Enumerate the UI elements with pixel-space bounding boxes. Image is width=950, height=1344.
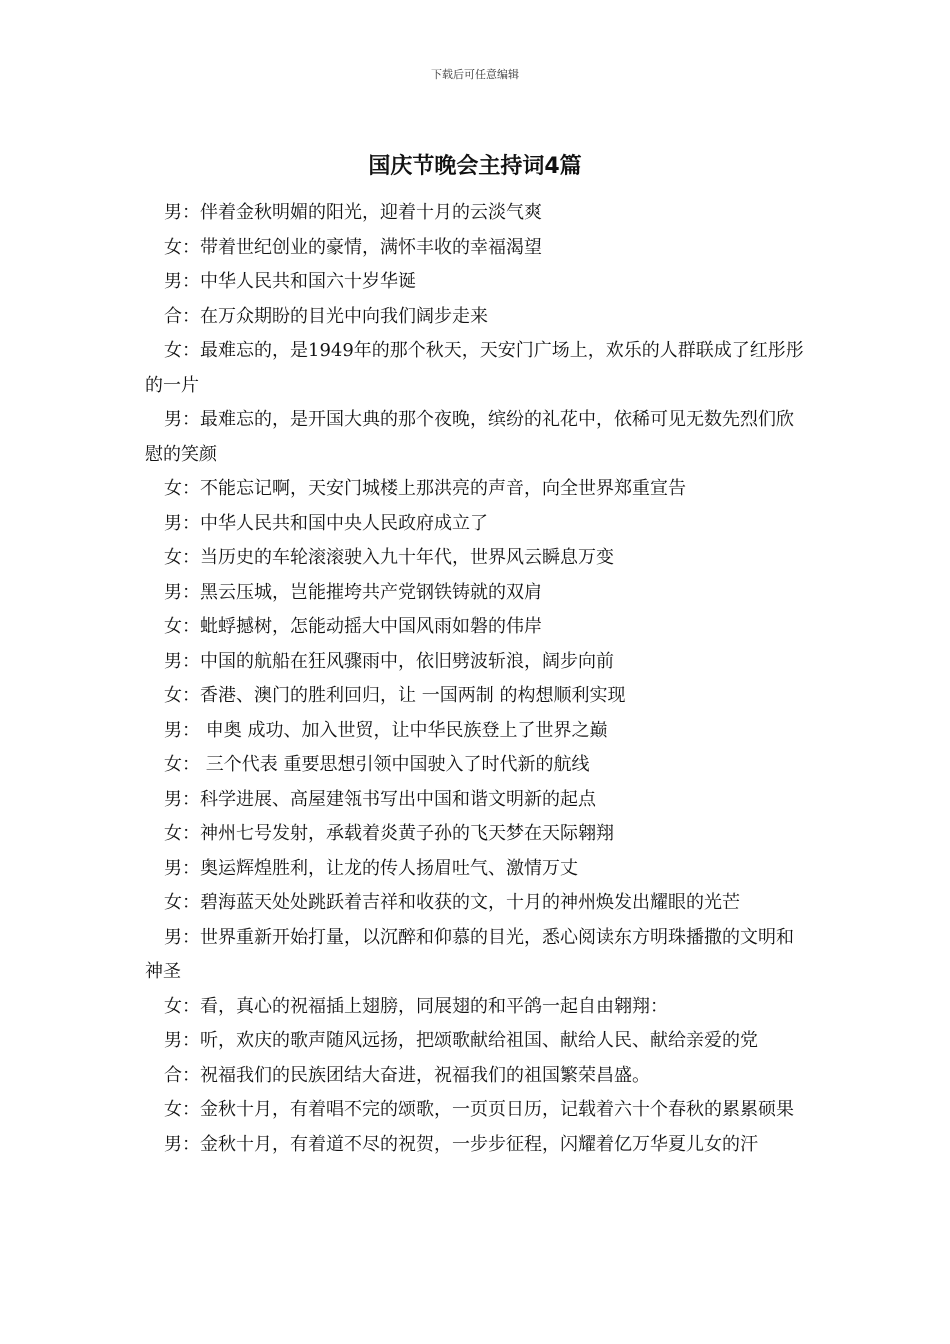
paragraph: 男：科学进展、高屋建瓴书写出中国和谐文明新的起点	[164, 788, 596, 810]
paragraph: 男：最难忘的，是开国大典的那个夜晚，缤纷的礼花中，依稀可见无数先烈们欣慰的笑颜	[145, 409, 794, 465]
paragraph: 女：神州七号发射，承载着炎黄子孙的飞天梦在天际翱翔	[164, 823, 614, 844]
paragraph: 女：金秋十月，有着唱不完的颂歌，一页页日历，记载着六十个春秋的累累硕果	[164, 1099, 794, 1120]
paragraph: 男：伴着金秋明媚的阳光，迎着十月的云淡气爽	[164, 202, 542, 223]
paragraph: 女：香港、澳门的胜利回归，让 一国两制 的构想顺利实现	[164, 685, 626, 706]
paragraph: 男：奥运辉煌胜利，让龙的传人扬眉吐气、激情万丈	[164, 857, 578, 879]
paragraph: 女：碧海蓝天处处跳跃着吉祥和收获的文，十月的神州焕发出耀眼的光芒	[164, 892, 740, 913]
paragraph: 男：中国的航船在狂风骤雨中，依旧劈波斩浪，阔步向前	[164, 650, 614, 672]
paragraph: 男：世界重新开始打量，以沉醉和仰慕的目光，悉心阅读东方明珠播撒的文明和神圣	[145, 926, 794, 982]
paragraph: 女：最难忘的，是1949年的那个秋天，天安门广场上，欢乐的人群联成了红彤彤的一片	[145, 340, 804, 396]
paragraph: 女：看，真心的祝福插上翅膀，同展翅的和平鸽一起自由翱翔：	[164, 995, 668, 1017]
paragraph: 男：黑云压城，岂能摧垮共产党钢铁铸就的双肩	[164, 581, 542, 603]
paragraph: 男：中华人民共和国中央人民政府成立了	[164, 512, 488, 534]
paragraph: 女：不能忘记啊，天安门城楼上那洪亮的声音，向全世界郑重宣告	[164, 478, 686, 499]
paragraph: 女： 三个代表 重要思想引领中国驶入了时代新的航线	[164, 754, 590, 775]
paragraph: 女：蚍蜉撼树，怎能动摇大中国风雨如磐的伟岸	[164, 616, 542, 637]
paragraph: 男： 申奥 成功、加入世贸，让中华民族登上了世界之巅	[164, 719, 608, 741]
paragraph: 男：听，欢庆的歌声随风远扬，把颂歌献给祖国、献给人民、献给亲爱的党	[164, 1030, 758, 1051]
document-title: 国庆节晚会主持词4篇	[368, 154, 582, 179]
paragraph: 合：祝福我们的民族团结大奋进，祝福我们的祖国繁荣昌盛。	[164, 1064, 650, 1086]
paragraph: 女：当历史的车轮滚滚驶入九十年代，世界风云瞬息万变	[164, 547, 614, 568]
header-note: 下载后可任意编辑	[431, 68, 519, 81]
paragraph: 男：金秋十月，有着道不尽的祝贺，一步步征程，闪耀着亿万华夏儿女的汗	[164, 1133, 758, 1155]
document-body	[145, 196, 809, 1162]
paragraph: 合：在万众期盼的目光中向我们阔步走来	[164, 305, 488, 327]
paragraph: 男：中华人民共和国六十岁华诞	[164, 271, 416, 292]
paragraph: 女：带着世纪创业的豪情，满怀丰收的幸福渴望	[164, 236, 542, 258]
